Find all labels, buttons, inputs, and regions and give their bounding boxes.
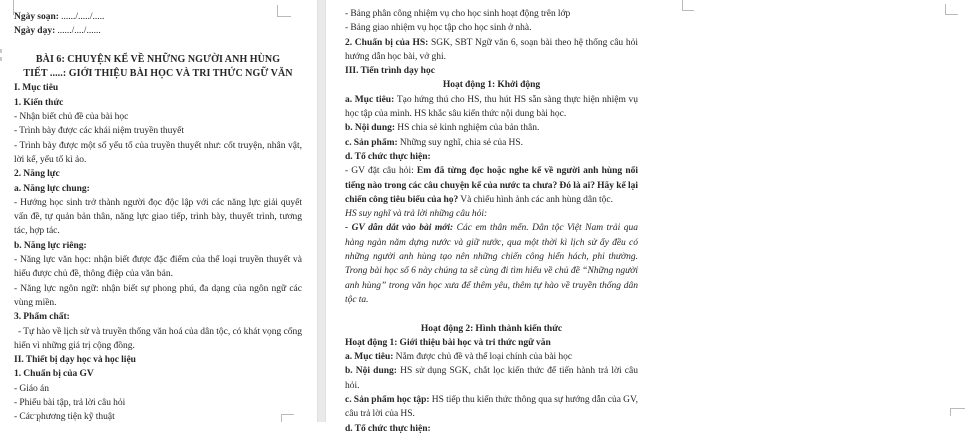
text-run: - Trình bày được các khái niệm truyền thuyết: [14, 126, 185, 137]
text-run: BÀI 6: CHUYỆN KỂ VỀ NHỮNG NGƯỜI ANH HÙNG: [35, 53, 281, 65]
text-run: - Phiếu bài tập, trả lời câu hỏi: [14, 398, 126, 409]
text-run: - Trình bày được một số yếu tố của truyền thuyết như: cốt truyện, nhân vật, lời kể, yếu tố kì ảo.: [14, 140, 302, 165]
text-run: Ngày dạy:: [14, 26, 58, 37]
text-run: Hoạt động 2: Hình thành kiến thức: [420, 323, 563, 334]
document-line: [345, 121, 638, 135]
text-run: ....../...../.....: [61, 12, 105, 22]
text-run: Hoạt động 1: Khởi động: [442, 80, 541, 91]
text-run: SGK, SBT Ngữ văn 6, soạn bài theo hệ thống câu hỏi hướng dẫn học bài, vở ghi.: [345, 37, 638, 62]
document-line: [345, 21, 638, 35]
document-line: [14, 396, 302, 410]
text-run: - Bảng giao nhiệm vụ học tập cho học sinh ở nhà.: [345, 23, 532, 34]
document-line: [14, 167, 302, 181]
text-run: c. Sản phẩm:: [345, 137, 400, 148]
document-line: [14, 253, 302, 282]
text-run: HS chia sẻ kinh nghiệm của bản thân.: [397, 123, 540, 134]
text-run: b. Năng lực riêng:: [14, 240, 87, 251]
document-line: [345, 207, 638, 221]
document-line: [14, 310, 302, 324]
text-run: - GV đặt câu hỏi:: [345, 166, 417, 177]
text-run: 1. Kiến thức: [14, 97, 64, 108]
document-line: [345, 164, 638, 207]
document-line: [14, 124, 302, 138]
text-run: Hoạt động 1: Giới thiệu bài học và tri thức ngữ văn: [345, 337, 551, 348]
document-line: [345, 364, 638, 393]
page-left: [0, 0, 317, 422]
text-run: a. Năng lực chung:: [14, 183, 90, 194]
text-run: Và chiếu hình ảnh các anh hùng dân tộc.: [458, 194, 614, 205]
document-line: [14, 382, 302, 396]
text-run: a. Mục tiêu:: [345, 94, 397, 105]
document-line: [14, 24, 302, 38]
text-run: III. Tiến trình dạy học: [345, 66, 435, 77]
document-line: [14, 10, 302, 24]
text-run: - Năng lực văn học: nhận biết được đặc điểm của thể loại truyền thuyết và hiểu được chủ đề, thông điệp của văn bản.: [14, 255, 302, 280]
text-run: HS tiếp thu kiến thức thông qua sự hướng dẫn của GV, câu trả lời của HS.: [345, 395, 639, 420]
text-run: Các em thân mến. Dân tộc Việt Nam trải qua hàng ngàn năm dựng nước và giữ nước, qua một thời kì lịch sử ấy đều có những người anh hùng tạo nên những chiến công hiển hách, phi thường. Trong bài học số 6 này chúng ta sẽ cùng đi tìm hiểu về chủ đề “Những người anh hùng” trong văn học xưa để thêm yêu, thêm tự hào về truyền thống dân tộc ta.: [345, 223, 639, 305]
document-line: [14, 239, 302, 253]
text-run: II. Thiết bị dạy học và học liệu: [14, 355, 136, 366]
document-line: [14, 325, 302, 354]
text-run: b. Nội dung:: [345, 366, 401, 377]
page-gutter: [317, 0, 326, 422]
left-edge-mark: [0, 57, 2, 61]
text-run: d. Tổ chức thực hiện:: [345, 151, 431, 162]
text-run: - GV dẫn dắt vào bài mới:: [345, 223, 457, 234]
document-line: [345, 136, 638, 150]
text-run: Ngày soạn:: [14, 12, 62, 22]
text-run: Tạo hứng thú cho HS, thu hút HS sẵn sàng thực hiện nhiệm vụ học tập của mình. HS khắc sâu kiến thức nội dung bài học.: [345, 94, 638, 120]
document-line: [14, 96, 302, 110]
document-line: [14, 410, 302, 424]
document-line: [14, 53, 302, 67]
document-line: [345, 36, 638, 65]
document-line: [14, 67, 302, 81]
text-run: HS sử dụng SGK, chắt lọc kiến thức để tiến hành trả lời câu hỏi.: [345, 366, 638, 391]
document-line: [14, 139, 302, 168]
text-run: - Tự hào về lịch sử và truyền thống văn hoá của dân tộc, có khát vọng cống hiến vì những giá trị cộng đồng.: [14, 326, 302, 351]
document-line: [14, 110, 302, 124]
document-line: [14, 353, 302, 367]
document-line: [345, 64, 638, 78]
text-run: - Hướng học sinh trở thành người đọc độc lập với các năng lực giải quyết vấn đề, tự quản bản thân, năng lực giao tiếp, trình bày, thuyết trình, tương tác, hợp tác.: [14, 197, 302, 237]
text-boundary-mark-top-right: [945, 4, 958, 15]
text-run: 3. Phẩm chất:: [14, 312, 70, 323]
text-run: - Giáo án: [14, 383, 49, 394]
text-run: - Nhận biết chủ đề của bài học: [14, 112, 129, 123]
document-line: [14, 367, 302, 381]
page-right: [326, 0, 650, 434]
blank-line: [14, 39, 302, 53]
text-run: 1. Chuẩn bị của GV: [14, 369, 94, 380]
document-line: [14, 81, 302, 95]
document-line: [345, 7, 638, 21]
document-line: [345, 350, 638, 364]
text-run: - Các phương tiện kỹ thuật: [14, 412, 115, 423]
document-line: [14, 182, 302, 196]
document-line: [345, 393, 638, 422]
text-boundary-mark-top-left: [13, 0, 14, 15]
text-run: d. Tổ chức thực hiện:: [345, 423, 431, 434]
text-run: TIẾT .....: GIỚI THIỆU BÀI HỌC VÀ TRI THỨC NGỮ VĂN: [23, 68, 293, 80]
text-boundary-mark-bottom-left: [27, 414, 40, 422]
document-line: [345, 422, 638, 436]
document-line: [345, 150, 638, 164]
blank-line: [345, 307, 638, 321]
text-run: 2. Năng lực: [14, 169, 60, 180]
document-line: [345, 322, 638, 336]
document-line: [345, 336, 638, 350]
document-line: [345, 93, 638, 122]
text-boundary-mark-top-left: [682, 0, 694, 11]
text-boundary-mark-top-right: [277, 5, 291, 17]
left-edge-mark: [0, 49, 2, 53]
text-run: Những suy nghĩ, chia sẻ của HS.: [399, 137, 524, 148]
text-run: 2. Chuẩn bị của HS:: [345, 37, 431, 48]
document-line: [345, 221, 638, 307]
text-run: - Năng lực ngôn ngữ: nhận biết sự phong phú, đa dạng của ngôn ngữ các vùng miền.: [14, 283, 302, 308]
text-run: c. Sản phẩm học tập:: [345, 395, 432, 406]
page-left-content: [14, 10, 302, 425]
text-run: Em đã từng đọc hoặc nghe kể về người anh hùng nổi tiếng nào trong các câu chuyện kể của nước ta chưa? Đó là ai? Hãy kể lại chiến công tiêu biểu của họ?: [345, 166, 638, 205]
document-line: [345, 78, 638, 92]
text-run: b. Nội dung:: [345, 123, 398, 134]
text-run: I. Mục tiêu: [14, 83, 59, 94]
document-line: [14, 196, 302, 239]
text-run: - Bảng phân công nhiệm vụ cho học sinh hoạt động trên lớp: [345, 9, 571, 19]
text-run: a. Mục tiêu:: [345, 352, 396, 363]
text-boundary-mark-bottom-right: [281, 414, 294, 422]
document-line: [14, 282, 302, 311]
page-right-content: [345, 7, 638, 436]
text-boundary-mark-bottom-right: [950, 408, 965, 416]
text-run: ....../..../......: [57, 26, 101, 37]
text-run: Nắm được chủ đề và thể loại chính của bài học: [395, 352, 573, 363]
text-run: HS suy nghĩ và trả lời những câu hỏi:: [345, 209, 488, 220]
